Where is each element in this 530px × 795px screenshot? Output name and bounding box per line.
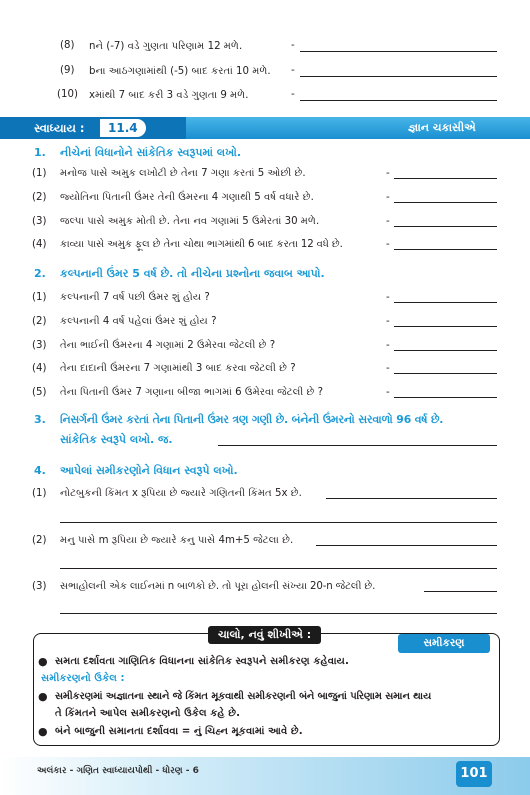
item-text: કલ્પનાની 4 વર્ષ પહેલાં ઉંમર શું હોય ? bbox=[60, 316, 217, 327]
section-bar-left bbox=[0, 117, 186, 139]
answer-line[interactable] bbox=[316, 545, 497, 546]
q3-line2: સાંકેતિક સ્વરૂપે લખો. જ. bbox=[60, 433, 173, 446]
answer-line[interactable] bbox=[394, 397, 497, 398]
answer-line[interactable] bbox=[60, 522, 497, 523]
answer-line[interactable] bbox=[394, 373, 497, 374]
answer-line[interactable] bbox=[218, 445, 497, 446]
answer-dash: - bbox=[386, 292, 390, 303]
item-number: (4) bbox=[32, 363, 47, 374]
statement-text: bના આઠગણામાંથી (-5) બાદ કરતાં 10 મળે. bbox=[89, 66, 271, 77]
section-subtitle: જ્ઞાન ચકાસીએ bbox=[408, 121, 476, 134]
item-number: (1) bbox=[32, 488, 47, 499]
bullet-icon: ● bbox=[38, 690, 48, 703]
solution-text: તે કિંમતને આપેલ સમીકરણનો ઉકેલ કહે છે. bbox=[55, 708, 240, 719]
row-number: (10) bbox=[57, 89, 78, 100]
q4-title: આપેલાં સમીકરણોને વિધાન સ્વરૂપે લખો. bbox=[60, 464, 238, 477]
definition-text: સમતા દર્શાવતા ગાણિતિક વિધાનના સાંકેતિક સ્વરૂપને સમીકરણ કહેવાય. bbox=[55, 656, 349, 667]
bullet-icon: ● bbox=[38, 725, 48, 738]
row-number: (8) bbox=[60, 40, 75, 51]
page-number: 101 bbox=[456, 761, 492, 787]
answer-line[interactable] bbox=[394, 350, 497, 351]
answer-dash: - bbox=[386, 340, 390, 351]
item-text: તેના ભાઈની ઉંમરના 4 ગણામાં 2 ઉમેરવા જેટલી છે ? bbox=[60, 340, 276, 351]
learn-box-header: ચાલો, નવું શીખીએ : bbox=[208, 626, 321, 644]
equality-text: બંને બાજુની સમાનતા દર્શાવવા = નું ચિહ્ન મૂકવામાં આવે છે. bbox=[55, 726, 303, 737]
item-text: સભાહોલની એક લાઈનમાં n બાળકો છે. તો પૂરા હોલની સંખ્યા 20-n જેટલી છે. bbox=[60, 581, 376, 592]
item-text: જલ્પા પાસે અમુક મોતી છે. તેના નવ ગણામાં 5 ઉમેરતાં 30 મળે. bbox=[60, 216, 320, 227]
item-number: (3) bbox=[32, 581, 47, 592]
answer-line[interactable] bbox=[394, 202, 497, 203]
answer-line[interactable] bbox=[394, 178, 497, 179]
answer-line[interactable] bbox=[60, 568, 497, 569]
item-number: (1) bbox=[32, 292, 47, 303]
item-number: (5) bbox=[32, 387, 47, 398]
answer-dash: - bbox=[386, 316, 390, 327]
item-text: જ્યોતિના પિતાની ઉંમર તેની ઉંમરના 4 ગણાથી 5 વર્ષ વધારે છે. bbox=[60, 192, 314, 203]
answer-line[interactable] bbox=[300, 51, 497, 52]
bullet-icon: ● bbox=[38, 655, 48, 668]
statement-text: nને (-7) વડે ગુણતા પરિણામ 12 મળે. bbox=[89, 41, 243, 52]
answer-dash: - bbox=[291, 89, 295, 100]
q1-number: 1. bbox=[34, 146, 46, 159]
item-text: મનોજ પાસે અમુક લખોટી છે તેના 7 ગણા કરતાં 5 ઓછી છે. bbox=[60, 168, 306, 179]
answer-line[interactable] bbox=[326, 498, 497, 499]
footer-text: અલંકાર - ગણિત સ્વાધ્યાયપોથી - ધોરણ - 6 bbox=[37, 766, 199, 776]
q3-line1: નિસર્ગની ઉંમર કરતાં તેના પિતાની ઉંમર ત્રણ ગણી છે. બંનેની ઉંમરનો સરવાળો 96 વર્ષ છે. bbox=[60, 413, 444, 426]
statement-text: xમાંથી 7 બાદ કરી 3 વડે ગુણતા 9 મળે. bbox=[89, 90, 249, 101]
answer-line[interactable] bbox=[424, 591, 497, 592]
answer-dash: - bbox=[386, 216, 390, 227]
item-text: નોટબુકની કિંમત x રૂપિયા છે જ્યારે ગણિતની કિંમત 5x છે. bbox=[60, 488, 302, 499]
answer-dash: - bbox=[386, 168, 390, 179]
item-text: મનુ પાસે m રૂપિયા છે જ્યારે કનુ પાસે 4m+5 જેટલા છે. bbox=[60, 535, 294, 546]
answer-dash: - bbox=[386, 192, 390, 203]
item-text: તેના પિતાની ઉંમર 7 ગણાના બીજા ભાગમાં 6 ઉમેરવા જેટલી છે ? bbox=[60, 387, 324, 398]
q2-number: 2. bbox=[34, 267, 46, 280]
page-footer bbox=[0, 757, 530, 795]
q2-title: કલ્પનાની ઉંમર 5 વર્ષ છે. તો નીચેના પ્રશ્નોના જવાબ આપો. bbox=[60, 267, 325, 280]
answer-line[interactable] bbox=[300, 76, 497, 77]
answer-line[interactable] bbox=[300, 100, 497, 101]
answer-dash: - bbox=[291, 40, 295, 51]
section-badge: 11.4 bbox=[100, 119, 146, 137]
q1-title: નીચેનાં વિધાનોને સાંકેતિક સ્વરૂપમાં લખો. bbox=[60, 146, 242, 159]
item-number: (4) bbox=[32, 239, 47, 250]
topic-tag: સમીકરણ bbox=[398, 634, 490, 653]
item-number: (2) bbox=[32, 535, 47, 546]
answer-dash: - bbox=[386, 387, 390, 398]
q4-number: 4. bbox=[34, 464, 46, 477]
answer-line[interactable] bbox=[394, 302, 497, 303]
solution-text: સમીકરણમાં અજ્ઞાતના સ્થાને જે કિંમત મૂકવાથી સમીકરણની બંને બાજુનાં પરિણામ સમાન થાય bbox=[55, 691, 432, 702]
answer-line[interactable] bbox=[60, 613, 497, 614]
section-title: સ્વાધ્યાય : bbox=[34, 121, 85, 135]
item-text: કાવ્યા પાસે અમુક ફૂલ છે તેના ચોથા ભાગમાંથી 6 બાદ કરતા 12 વધે છે. bbox=[60, 239, 343, 250]
q3-number: 3. bbox=[34, 413, 46, 426]
answer-line[interactable] bbox=[394, 249, 497, 250]
answer-dash: - bbox=[386, 239, 390, 250]
item-text: કલ્પનાની 7 વર્ષ પછી ઉંમર શું હોય ? bbox=[60, 292, 210, 303]
subhead-text: સમીકરણનો ઉકેલ : bbox=[41, 673, 125, 684]
item-number: (3) bbox=[32, 216, 47, 227]
answer-line[interactable] bbox=[394, 226, 497, 227]
item-number: (2) bbox=[32, 316, 47, 327]
item-text: તેના દાદાની ઉંમરના 7 ગણામાંથી 3 બાદ કરવા જેટલી છે ? bbox=[60, 363, 296, 374]
answer-dash: - bbox=[291, 65, 295, 76]
item-number: (1) bbox=[32, 168, 47, 179]
item-number: (3) bbox=[32, 340, 47, 351]
answer-line[interactable] bbox=[394, 326, 497, 327]
row-number: (9) bbox=[60, 65, 75, 76]
answer-dash: - bbox=[386, 363, 390, 374]
item-number: (2) bbox=[32, 192, 47, 203]
